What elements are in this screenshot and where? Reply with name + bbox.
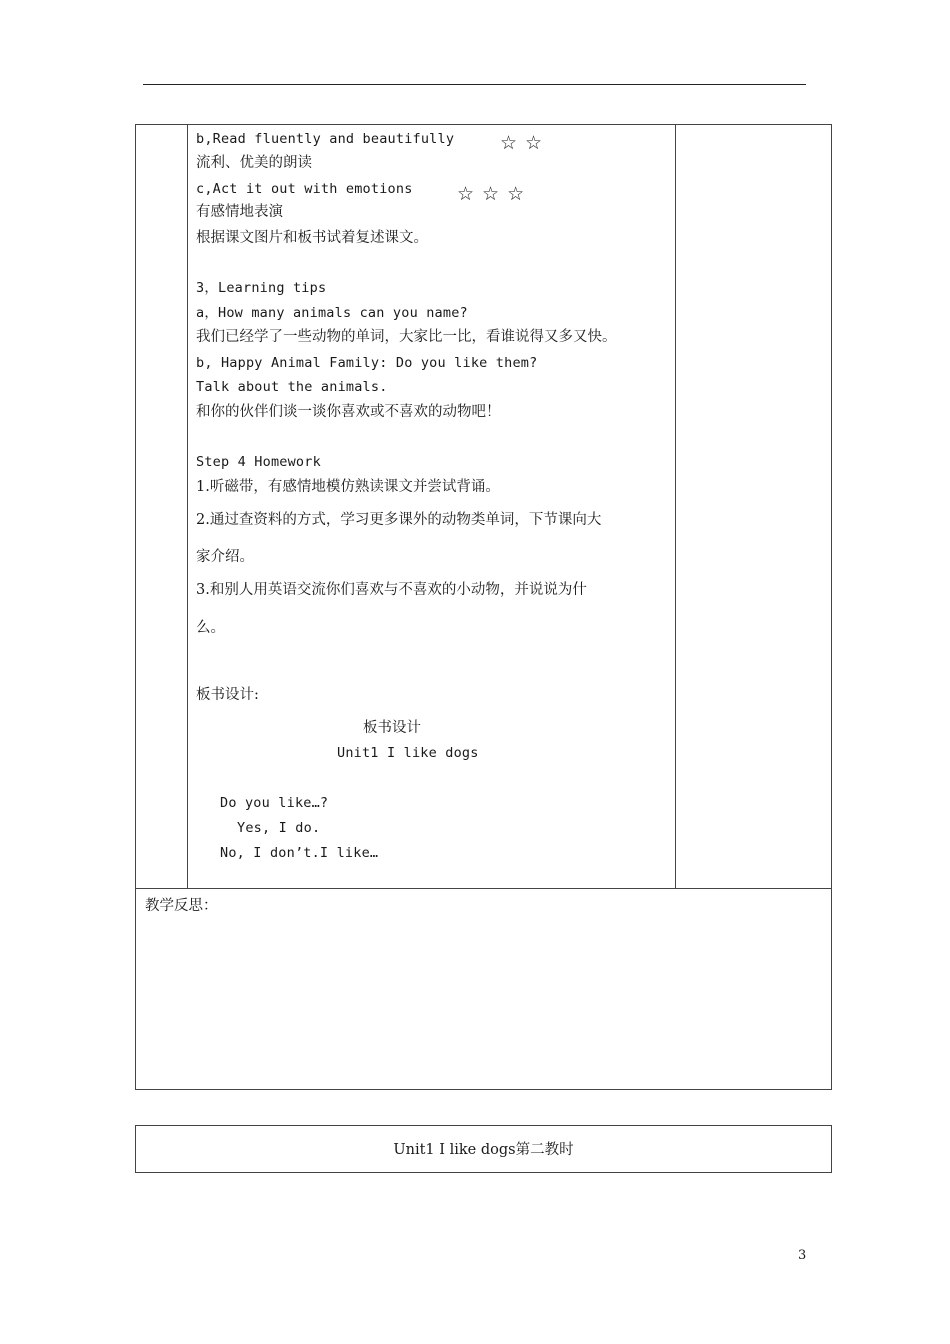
lesson-table [135, 124, 832, 1090]
column-divider-left [187, 125, 188, 889]
page-number: 3 [798, 1248, 807, 1263]
text-line: 1.听磁带，有感情地模仿熟读课文并尝试背诵。 [196, 479, 500, 495]
text-line: b,Read fluently and beautifully [196, 131, 455, 147]
text-line: 板书设计: [196, 687, 259, 703]
board-answer-yes: Yes, I do. [237, 820, 321, 836]
text-line: 根据课文图片和板书试着复述课文。 [196, 230, 428, 246]
text-line: a，How many animals can you name? [196, 305, 468, 321]
text-line: 我们已经学了一些动物的单词，大家比一比，看谁说得又多又快。 [196, 329, 617, 345]
board-title: 板书设计 [363, 720, 421, 736]
text-line: 么。 [196, 620, 225, 636]
row-divider [136, 888, 831, 889]
star-rating-two: ☆☆ [500, 132, 551, 154]
text-line: 有感情地表演 [196, 204, 283, 220]
text-line: 家介绍。 [196, 549, 254, 565]
column-divider-right [675, 125, 676, 889]
reflection-label: 教学反思： [145, 898, 218, 914]
board-unit: Unit1 I like dogs [337, 745, 479, 761]
text-line: b, Happy Animal Family: Do you like them? [196, 355, 538, 371]
board-answer-no: No, I don’t.I like… [220, 845, 379, 861]
text-line: 2.通过查资料的方式，学习更多课外的动物类单词，下节课向大 [196, 512, 602, 528]
board-question: Do you like…? [220, 795, 329, 811]
text-line: Step 4 Homework [196, 454, 321, 470]
text-line: 3.和别人用英语交流你们喜欢与不喜欢的小动物，并说说为什 [196, 582, 587, 598]
text-line: 3，Learning tips [196, 280, 327, 296]
text-line: c,Act it out with emotions [196, 181, 413, 197]
next-lesson-title-box [135, 1125, 832, 1173]
header-rule [143, 84, 806, 85]
star-rating-three: ☆☆☆ [457, 183, 533, 205]
text-line: 和你的伙伴们谈一谈你喜欢或不喜欢的动物吧！ [196, 404, 501, 420]
text-line: Talk about the animals. [196, 379, 388, 395]
next-lesson-title: Unit1 I like dogs第二教时 [393, 1142, 574, 1158]
text-line: 流利、优美的朗读 [196, 155, 312, 171]
